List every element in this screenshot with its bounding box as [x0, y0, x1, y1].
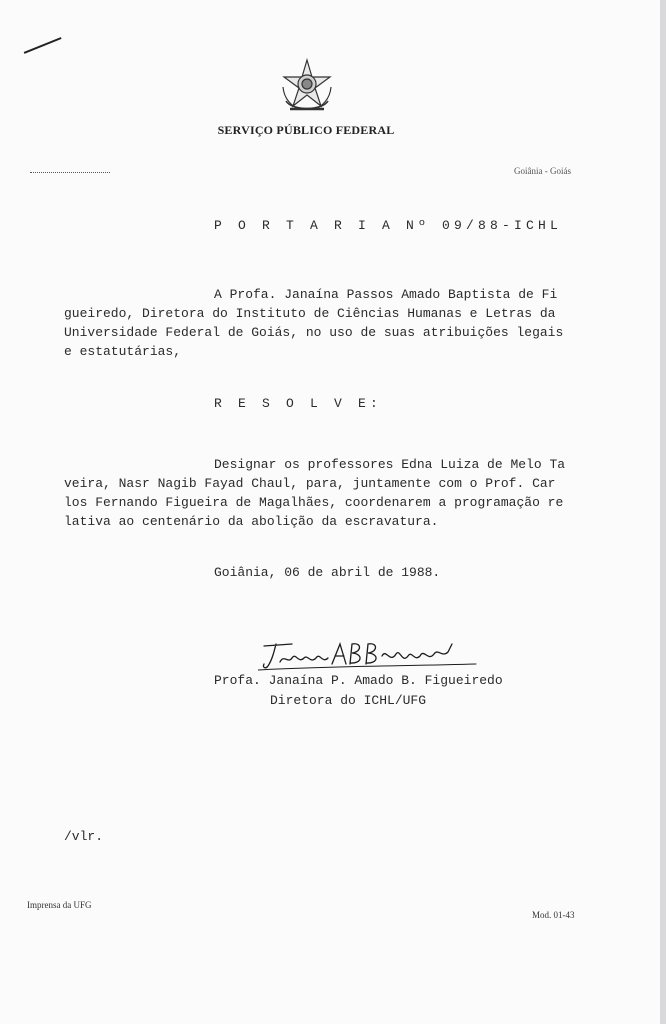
letterhead-city: Goiânia - Goiás: [514, 166, 571, 176]
body-line: veira, Nasr Nagib Fayad Chaul, para, juntamente com o Prof. Car: [64, 476, 556, 491]
dotted-rule: [30, 172, 110, 173]
body-line: Designar os professores Edna Luiza de Melo Ta: [214, 457, 566, 472]
body-line: los Fernando Figueira de Magalhães, coordenarem a programação re: [64, 495, 564, 510]
body-line: lativa ao centenário da abolição da escravatura.: [64, 514, 439, 529]
form-code: Mod. 01-43: [532, 910, 575, 920]
resolve-heading: R E S O L V E:: [214, 396, 383, 411]
preamble-line: e estatutárias,: [64, 344, 182, 359]
typist-initials: /vlr.: [64, 829, 104, 844]
document-date: Goiânia, 06 de abril de 1988.: [214, 565, 441, 580]
brazil-coat-of-arms-icon: [278, 57, 336, 115]
signer-role: Diretora do ICHL/UFG: [270, 693, 427, 708]
printer-imprint: Imprensa da UFG: [27, 900, 92, 910]
preamble-line: gueiredo, Diretora do Instituto de Ciências Humanas e Letras da: [64, 306, 556, 321]
signer-name: Profa. Janaína P. Amado B. Figueiredo: [214, 673, 503, 688]
handwritten-signature: [258, 636, 478, 676]
pen-mark: [24, 37, 62, 53]
preamble-line: A Profa. Janaína Passos Amado Baptista de Fi: [214, 287, 558, 302]
letterhead-title: SERVIÇO PÚBLICO FEDERAL: [217, 123, 395, 137]
preamble-line: Universidade Federal de Goiás, no uso de suas atribuições legais: [64, 325, 564, 340]
portaria-heading: P O R T A R I A Nº 09/88-ICHL: [214, 218, 563, 233]
